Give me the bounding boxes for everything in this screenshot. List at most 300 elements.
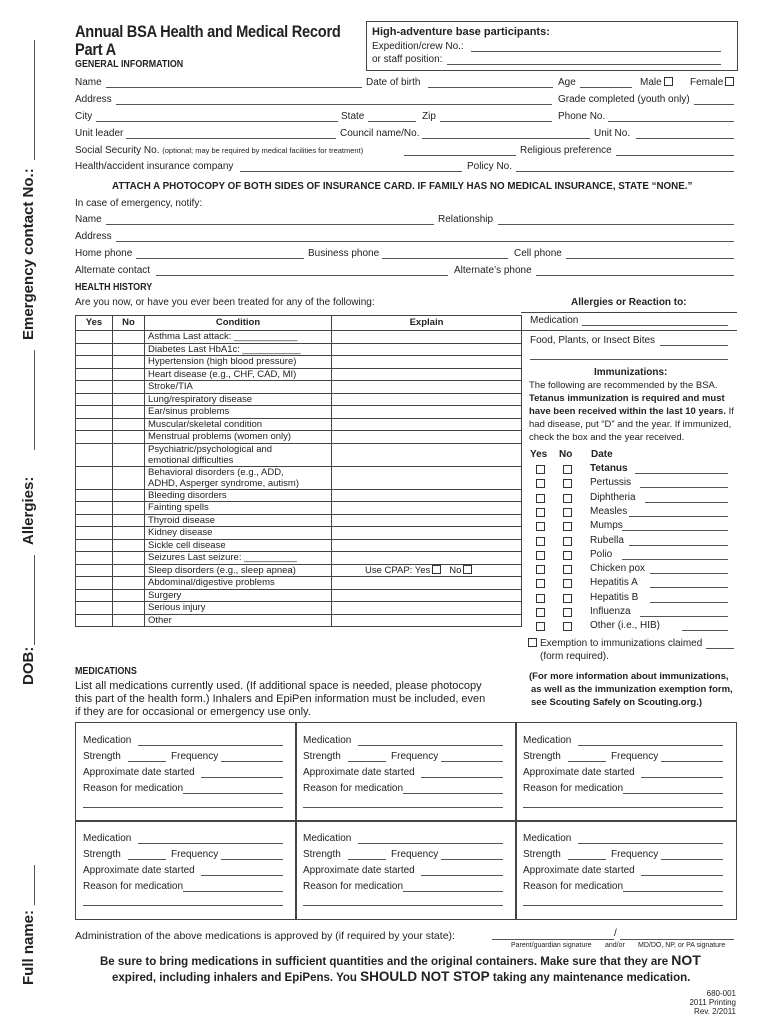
imm-item-label: Hepatitis A	[590, 577, 638, 589]
imm-yes-checkbox[interactable]	[536, 551, 545, 560]
med-field-input[interactable]	[641, 875, 723, 876]
address-label: Address	[75, 94, 112, 105]
yes-cell[interactable]	[76, 552, 113, 565]
med-field-label: Medication	[303, 735, 352, 746]
med-field-input[interactable]	[358, 843, 503, 844]
yes-cell[interactable]	[76, 381, 113, 394]
allergy-food-field-2[interactable]	[530, 359, 728, 360]
imm-item-label: Measles	[590, 505, 628, 517]
explain-cell[interactable]	[332, 393, 522, 406]
male-checkbox[interactable]	[664, 77, 673, 86]
explain-cell[interactable]	[332, 502, 522, 515]
explain-cell[interactable]	[332, 343, 522, 356]
high-adventure-box	[366, 21, 738, 71]
table-row	[76, 539, 522, 552]
side-label-full-name: Full name:	[20, 909, 37, 985]
cell-phone-label: Cell phone	[514, 248, 562, 259]
med-field-input[interactable]	[441, 859, 503, 860]
city-field[interactable]	[96, 121, 338, 122]
no-cell[interactable]	[113, 418, 145, 431]
no-cell[interactable]	[113, 502, 145, 515]
explain-cell[interactable]	[332, 564, 522, 577]
table-row	[76, 406, 522, 419]
age-field[interactable]	[580, 87, 632, 88]
general-info-heading: GENERAL INFORMATION	[75, 58, 184, 70]
no-cell[interactable]	[113, 431, 145, 444]
med-field-label: Frequency	[171, 849, 219, 860]
yes-cell[interactable]	[76, 577, 113, 590]
med-field-label: Approximate date started	[523, 865, 635, 876]
med-field-input[interactable]	[221, 761, 283, 762]
imm-item-label: Chicken pox	[590, 563, 646, 575]
imm-yes-checkbox[interactable]	[536, 522, 545, 531]
printing: 2011 Printing	[689, 998, 736, 1007]
med-field-input[interactable]	[568, 761, 606, 762]
alt-phone-field[interactable]	[536, 275, 734, 276]
yes-cell[interactable]	[76, 539, 113, 552]
yes-cell[interactable]	[76, 343, 113, 356]
condition-label: Serious injury	[148, 602, 206, 613]
yes-cell[interactable]	[76, 406, 113, 419]
explain-cell[interactable]	[332, 489, 522, 502]
policy-label: Policy No.	[467, 161, 513, 172]
med-field-input[interactable]	[578, 745, 723, 746]
imm-date-field[interactable]	[650, 602, 728, 603]
condition-label: Seizures Last seizure: __________	[148, 552, 297, 563]
imm-col-date: Date	[591, 449, 613, 460]
imm-no-checkbox[interactable]	[563, 494, 572, 503]
explain-cell[interactable]	[332, 539, 522, 552]
med-extra-line[interactable]	[523, 807, 723, 808]
health-history-heading: HEALTH HISTORY	[75, 281, 153, 293]
condition-label: Ear/sinus problems	[148, 406, 230, 417]
med-field-input[interactable]	[358, 745, 503, 746]
condition-label: Menstrual problems (women only)	[148, 431, 292, 442]
unit-leader-field[interactable]	[126, 138, 336, 139]
imm-yes-checkbox[interactable]	[536, 608, 545, 617]
unit-leader-label: Unit leader	[75, 128, 124, 139]
no-cell[interactable]	[113, 381, 145, 394]
med-field-input[interactable]	[138, 843, 283, 844]
imm-yes-checkbox[interactable]	[536, 494, 545, 503]
no-cell[interactable]	[113, 602, 145, 615]
table-row	[76, 368, 522, 381]
no-cell[interactable]	[113, 443, 145, 466]
imm-item-label: Polio	[590, 548, 613, 560]
imm-no-checkbox[interactable]	[563, 537, 572, 546]
ssn-label: Social Security No. (optional; may be required by medical facilities for treatment)	[75, 145, 364, 156]
med-field-label: Reason for medication	[523, 881, 624, 892]
staff-label: or staff position:	[372, 54, 443, 65]
imm-date-field[interactable]	[622, 559, 728, 560]
no-cell[interactable]	[113, 539, 145, 552]
medication-entry	[515, 820, 737, 920]
no-cell[interactable]	[113, 577, 145, 590]
med-field-input[interactable]	[421, 875, 503, 876]
med-field-label: Medication	[83, 833, 132, 844]
exemption-checkbox[interactable]	[528, 638, 537, 647]
female-label[interactable]: Female	[690, 77, 734, 89]
med-field-input[interactable]	[623, 891, 723, 892]
imm-no-checkbox[interactable]	[563, 579, 572, 588]
imm-date-field[interactable]	[629, 516, 728, 517]
explain-cell[interactable]	[332, 331, 522, 344]
imm-item-label: Pertussis	[590, 477, 632, 489]
med-extra-line[interactable]	[83, 807, 283, 808]
parent-signature-label: Parent/guardian signature	[511, 942, 592, 949]
med-field-input[interactable]	[403, 793, 503, 794]
zip-field[interactable]	[440, 121, 552, 122]
side-label-dob: DOB:	[20, 646, 37, 685]
med-field-input[interactable]	[201, 875, 283, 876]
revision: Rev. 2/2011	[694, 1007, 736, 1016]
imm-no-checkbox[interactable]	[563, 608, 572, 617]
yes-cell[interactable]	[76, 514, 113, 527]
allergy-food-field[interactable]	[660, 345, 728, 346]
condition-cell	[145, 406, 332, 419]
religious-field[interactable]	[616, 155, 734, 156]
city-label: City	[75, 111, 93, 122]
name-field[interactable]	[106, 87, 362, 88]
no-cell[interactable]	[113, 614, 145, 627]
med-instr-2: this part of the health form.) Inhalers and EpiPen information must be included, even	[75, 693, 486, 705]
imm-yes-checkbox[interactable]	[536, 508, 545, 517]
imm-date-field[interactable]	[622, 530, 728, 531]
grade-field[interactable]	[694, 104, 734, 105]
med-field-label: Reason for medication	[303, 881, 404, 892]
med-field-input[interactable]	[128, 761, 166, 762]
more-info-3: see Scouting Safely on Scouting.org.)	[531, 697, 703, 708]
yes-cell[interactable]	[76, 589, 113, 602]
explain-cell[interactable]	[332, 368, 522, 381]
medications-heading: MEDICATIONS	[75, 665, 137, 677]
med-field-input[interactable]	[348, 761, 386, 762]
med-field-input[interactable]	[623, 793, 723, 794]
col-no: No	[113, 316, 145, 331]
imm-no-checkbox[interactable]	[563, 551, 572, 560]
explain-cell[interactable]	[332, 514, 522, 527]
side-line-dob	[34, 555, 35, 645]
table-row	[76, 331, 522, 344]
medication-entry	[75, 820, 297, 920]
yes-cell[interactable]	[76, 489, 113, 502]
no-cell[interactable]	[113, 466, 145, 489]
imm-no-checkbox[interactable]	[563, 508, 572, 517]
med-field-input[interactable]	[578, 843, 723, 844]
imm-yes-checkbox[interactable]	[536, 479, 545, 488]
imm-intro-3: have been received within the last 10 years. If	[529, 406, 734, 417]
col-yes: Yes	[76, 316, 113, 331]
no-cell[interactable]	[113, 564, 145, 577]
female-checkbox[interactable]	[725, 77, 734, 86]
imm-no-checkbox[interactable]	[563, 622, 572, 631]
cpap-no-checkbox[interactable]	[463, 565, 472, 574]
med-field-input[interactable]	[348, 859, 386, 860]
med-field-label: Strength	[523, 751, 561, 762]
explain-cell[interactable]	[332, 602, 522, 615]
medication-entry	[295, 820, 517, 920]
condition-cell	[145, 614, 332, 627]
med-field-label: Frequency	[611, 849, 659, 860]
yes-cell[interactable]	[76, 431, 113, 444]
condition-label: Diabetes Last HbA1c: ___________	[148, 343, 301, 355]
table-row	[76, 589, 522, 602]
explain-cell[interactable]	[332, 527, 522, 540]
med-field-label: Strength	[523, 849, 561, 860]
imm-item-label: Hepatitis B	[590, 591, 639, 603]
table-row	[76, 614, 522, 627]
col-explain: Explain	[332, 316, 522, 331]
dob-field[interactable]	[428, 87, 553, 88]
imm-yes-checkbox[interactable]	[536, 565, 545, 574]
allergy-medication-label: Medication	[530, 315, 579, 326]
condition-label: Surgery	[148, 589, 182, 601]
medication-entry	[75, 722, 297, 822]
no-cell[interactable]	[113, 406, 145, 419]
med-field-input[interactable]	[641, 777, 723, 778]
condition-cell	[145, 443, 332, 466]
med-field-input[interactable]	[201, 777, 283, 778]
table-row	[76, 602, 522, 615]
explain-cell[interactable]	[332, 406, 522, 419]
med-field-input[interactable]	[183, 891, 283, 892]
condition-label: Behavioral disorders (e.g., ADD,	[148, 466, 284, 478]
med-field-label: Medication	[303, 833, 352, 844]
imm-date-field[interactable]	[682, 630, 728, 631]
yes-cell[interactable]	[76, 466, 113, 489]
no-cell[interactable]	[113, 393, 145, 406]
yes-cell[interactable]	[76, 393, 113, 406]
allergy-medication-field[interactable]	[582, 325, 728, 326]
condition-label: Sleep disorders (e.g., sleep apnea)	[148, 564, 296, 576]
imm-yes-checkbox[interactable]	[536, 594, 545, 603]
med-field-input[interactable]	[661, 859, 723, 860]
med-extra-line[interactable]	[83, 905, 283, 906]
med-instr-1: List all medications currently used. (If additional space is needed, please photocopy	[75, 680, 482, 692]
med-field-label: Reason for medication	[83, 783, 184, 794]
condition-cell	[145, 527, 332, 540]
side-label-allergies: Allergies:	[20, 476, 37, 545]
imm-no-checkbox[interactable]	[563, 594, 572, 603]
no-cell[interactable]	[113, 552, 145, 565]
condition-cell	[145, 368, 332, 381]
phone-field[interactable]	[608, 121, 734, 122]
imm-item-label: Rubella	[590, 534, 624, 546]
medication-entry	[515, 722, 737, 822]
table-row	[76, 527, 522, 540]
exemption-field[interactable]	[706, 648, 734, 649]
explain-cell[interactable]	[332, 614, 522, 627]
med-field-input[interactable]	[403, 891, 503, 892]
med-field-input[interactable]	[421, 777, 503, 778]
explain-cell[interactable]	[332, 577, 522, 590]
alt-contact-field[interactable]	[156, 275, 448, 276]
condition-label: Kidney disease	[148, 527, 213, 538]
col-condition: Condition	[145, 316, 332, 331]
cpap-label[interactable]	[335, 565, 472, 576]
explain-cell[interactable]	[332, 431, 522, 444]
table-row	[76, 343, 522, 356]
imm-item-label: Tetanus	[590, 463, 628, 474]
explain-cell[interactable]	[332, 381, 522, 394]
signature-slash: /	[614, 928, 617, 939]
imm-yes-checkbox[interactable]	[536, 622, 545, 631]
staff-field[interactable]	[447, 64, 721, 65]
dob-label: Date of birth	[366, 77, 421, 88]
address-field[interactable]	[116, 104, 552, 105]
unit-no-field[interactable]	[636, 138, 734, 139]
side-label-emergency: Emergency contact No.:	[20, 168, 37, 340]
med-field-input[interactable]	[441, 761, 503, 762]
condition-cell	[145, 331, 332, 344]
imm-date-field[interactable]	[650, 573, 728, 574]
med-instr-3: if they are for occasional or emergency use only.	[75, 706, 311, 718]
explain-cell[interactable]	[332, 589, 522, 602]
cpap-yes-checkbox[interactable]	[432, 565, 441, 574]
imm-date-field[interactable]	[640, 616, 728, 617]
emergency-address-field[interactable]	[116, 241, 734, 242]
imm-item-label: Other (i.e., HIB)	[590, 620, 661, 632]
emergency-label: In case of emergency, notify:	[75, 198, 203, 209]
imm-yes-checkbox[interactable]	[536, 537, 545, 546]
condition-label: Fainting spells	[148, 502, 209, 513]
condition-label: Sickle cell disease	[148, 539, 226, 551]
med-field-label: Frequency	[611, 751, 659, 762]
side-line-full-name	[34, 865, 35, 905]
medication-entry	[295, 722, 517, 822]
yes-cell[interactable]	[76, 331, 113, 344]
relationship-field[interactable]	[498, 224, 734, 225]
imm-item-label: Mumps	[590, 520, 623, 532]
no-cell[interactable]	[113, 489, 145, 502]
explain-cell[interactable]	[332, 443, 522, 466]
footer-line-2: expired, including inhalers and EpiPens. You SHOULD NOT STOP taking any maintenance medication.	[112, 969, 691, 984]
med-field-input[interactable]	[661, 761, 723, 762]
yes-cell[interactable]	[76, 502, 113, 515]
med-field-label: Strength	[303, 751, 341, 762]
religious-label: Religious preference	[520, 145, 612, 156]
imm-yes-checkbox[interactable]	[536, 465, 545, 474]
condition-cell	[145, 466, 332, 489]
cell-phone-field[interactable]	[566, 258, 734, 259]
imm-date-field[interactable]	[645, 502, 728, 503]
table-row	[76, 489, 522, 502]
condition-cell	[145, 514, 332, 527]
insurance-field[interactable]	[240, 171, 462, 172]
state-field[interactable]	[368, 121, 416, 122]
imm-date-field[interactable]	[650, 587, 728, 588]
yes-cell[interactable]	[76, 564, 113, 577]
yes-cell[interactable]	[76, 443, 113, 466]
condition-cell	[145, 539, 332, 552]
table-row	[76, 552, 522, 565]
yes-cell[interactable]	[76, 614, 113, 627]
male-label[interactable]: Male	[640, 77, 673, 89]
explain-cell[interactable]	[332, 356, 522, 369]
allergies-divider	[521, 312, 737, 313]
med-field-input[interactable]	[221, 859, 283, 860]
no-cell[interactable]	[113, 368, 145, 381]
home-phone-field[interactable]	[136, 258, 304, 259]
med-field-input[interactable]	[128, 859, 166, 860]
emergency-name-field[interactable]	[106, 224, 434, 225]
high-adventure-heading: High-adventure base participants:	[372, 26, 550, 38]
med-field-label: Reason for medication	[303, 783, 404, 794]
imm-intro-2: Tetanus immunization is required and must	[529, 393, 725, 404]
med-extra-line[interactable]	[303, 807, 503, 808]
explain-cell[interactable]	[332, 418, 522, 431]
table-row	[76, 514, 522, 527]
imm-no-checkbox[interactable]	[563, 465, 572, 474]
crew-field[interactable]	[471, 51, 721, 52]
med-extra-line[interactable]	[523, 905, 723, 906]
yes-cell[interactable]	[76, 602, 113, 615]
no-cell[interactable]	[113, 589, 145, 602]
table-row	[76, 466, 522, 489]
md-signature-label: MD/DO, NP, or PA signature	[638, 942, 726, 949]
imm-date-field[interactable]	[629, 545, 728, 546]
imm-no-checkbox[interactable]	[563, 565, 572, 574]
yes-cell[interactable]	[76, 527, 113, 540]
condition-cell	[145, 418, 332, 431]
condition-label: Hypertension (high blood pressure)	[148, 356, 297, 367]
med-field-label: Frequency	[391, 849, 439, 860]
state-label: State	[341, 111, 365, 122]
explain-cell[interactable]	[332, 552, 522, 565]
no-cell[interactable]	[113, 331, 145, 344]
insurance-label: Health/accident insurance company	[75, 161, 234, 172]
yes-cell[interactable]	[76, 418, 113, 431]
imm-no-checkbox[interactable]	[563, 522, 572, 531]
condition-cell	[145, 356, 332, 369]
imm-date-field[interactable]	[640, 487, 728, 488]
cpap-yes-label: Use CPAP: Yes	[365, 564, 431, 576]
condition-cell	[145, 502, 332, 515]
unit-no-label: Unit No.	[594, 128, 631, 139]
med-field-input[interactable]	[183, 793, 283, 794]
no-cell[interactable]	[113, 356, 145, 369]
policy-field[interactable]	[516, 171, 734, 172]
imm-no-checkbox[interactable]	[563, 479, 572, 488]
admin-text: Administration of the above medications is approved by (if required by your state):	[75, 930, 455, 942]
condition-label: Psychiatric/psychological and	[148, 443, 273, 455]
med-field-label: Reason for medication	[83, 881, 184, 892]
med-field-input[interactable]	[568, 859, 606, 860]
no-cell[interactable]	[113, 527, 145, 540]
business-phone-field[interactable]	[382, 258, 508, 259]
no-cell[interactable]	[113, 514, 145, 527]
table-row	[76, 502, 522, 515]
council-field[interactable]	[422, 138, 590, 139]
ssn-field[interactable]	[404, 155, 516, 156]
med-extra-line[interactable]	[303, 905, 503, 906]
explain-cell[interactable]	[332, 466, 522, 489]
phone-label: Phone No.	[558, 111, 606, 122]
no-cell[interactable]	[113, 343, 145, 356]
council-label: Council name/No.	[340, 128, 420, 139]
yes-cell[interactable]	[76, 356, 113, 369]
imm-yes-checkbox[interactable]	[536, 579, 545, 588]
alt-contact-label: Alternate contact	[75, 265, 151, 276]
imm-date-field[interactable]	[635, 473, 728, 474]
med-field-label: Medication	[523, 735, 572, 746]
allergy-divider-2	[521, 330, 737, 331]
exemption-line-1[interactable]: Exemption to immunizations claimed	[528, 638, 702, 650]
med-field-input[interactable]	[138, 745, 283, 746]
yes-cell[interactable]	[76, 368, 113, 381]
condition-label: Lung/respiratory disease	[148, 393, 253, 405]
med-field-label: Frequency	[391, 751, 439, 762]
